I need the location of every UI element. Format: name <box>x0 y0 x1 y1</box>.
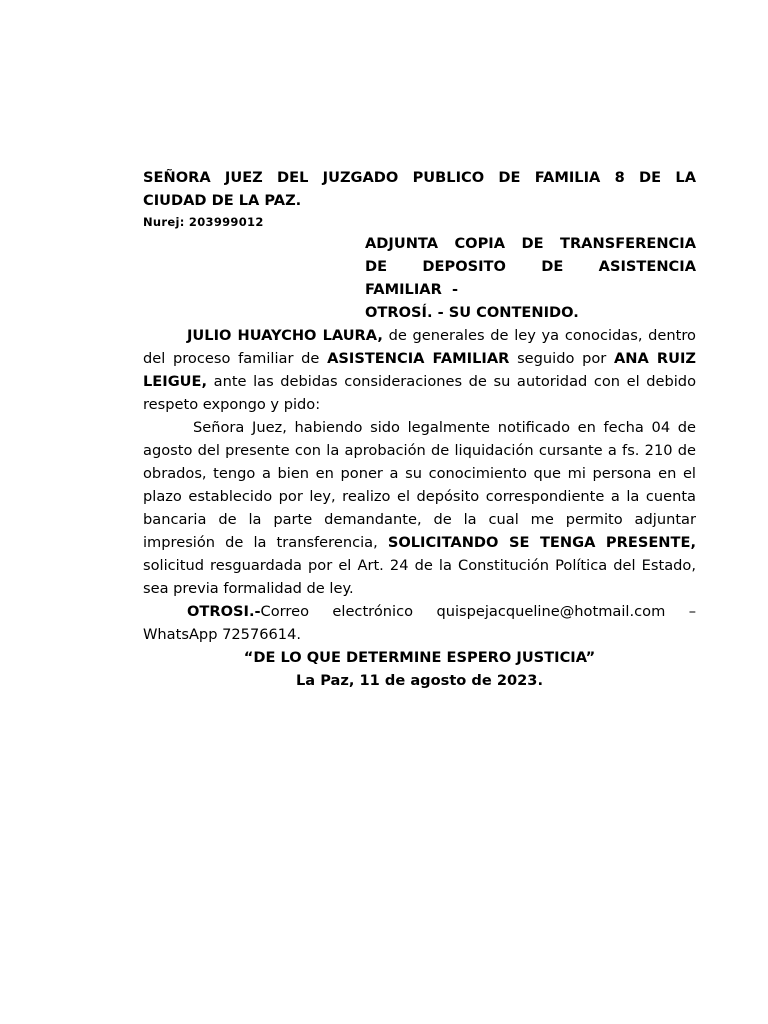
addressee-heading-line1: SEÑORA JUEZ DEL JUZGADO PUBLICO DE FAMILIA 8 DE LA <box>143 169 696 186</box>
process-type: ASISTENCIA FAMILIAR <box>327 350 510 367</box>
intro-text-2: seguido por <box>509 350 614 367</box>
intro-text-3: ante las debidas consideraciones de su autoridad con el debido respeto expongo y pido: <box>143 373 696 413</box>
document-summary <box>365 232 696 324</box>
addressee-heading-line2: CIUDAD DE LA PAZ. <box>143 192 302 209</box>
otrosi-contact-email: Correo electrónico quispejacqueline@hotmail.com – <box>260 603 696 620</box>
otrosi-label: OTROSI.- <box>187 603 261 620</box>
body-paragraph <box>143 416 696 600</box>
case-number: Nurej: 203999012 <box>143 215 264 229</box>
body-text-1: Señora Juez, habiendo sido legalmente notificado en fecha 04 de agosto del presente con la aprobación de liquidación cursante a fs. 210 de obrados, tengo a bien en poner a su conocimiento que mi persona en el plazo establecido por ley, realizo el depósito correspondiente a la cuenta bancaria de la parte demandante, de la cual me permito adjuntar impresión de la transferencia, <box>143 419 696 551</box>
document-page <box>143 166 696 692</box>
request-emphasis: SOLICITANDO SE TENGA PRESENTE, <box>387 534 696 551</box>
summary-line4: OTROSÍ. - SU CONTENIDO. <box>365 304 579 321</box>
summary-line2: DE DEPOSITO DE ASISTENCIA <box>365 258 696 275</box>
petitioner-name: JULIO HUAYCHO LAURA, <box>187 327 383 344</box>
body-text-2: solicitud resguardada por el Art. 24 de la Constitución Política del Estado, sea previa formalidad de ley. <box>143 557 696 597</box>
intro-paragraph <box>143 324 696 416</box>
summary-line1: ADJUNTA COPIA DE TRANSFERENCIA <box>365 235 696 252</box>
intro-text-1: de generales de ley ya conocidas, dentro del proceso familiar de <box>143 327 696 367</box>
otrosi-line1 <box>143 600 696 623</box>
closing-date: La Paz, 11 de agosto de 2023. <box>296 672 543 689</box>
opponent-name: ANA RUIZ LEIGUE, <box>143 350 697 390</box>
closing-motto: “DE LO QUE DETERMINE ESPERO JUSTICIA” <box>243 649 596 666</box>
summary-line3: FAMILIAR - <box>365 281 459 298</box>
otrosi-line2: WhatsApp 72576614. <box>143 626 302 643</box>
